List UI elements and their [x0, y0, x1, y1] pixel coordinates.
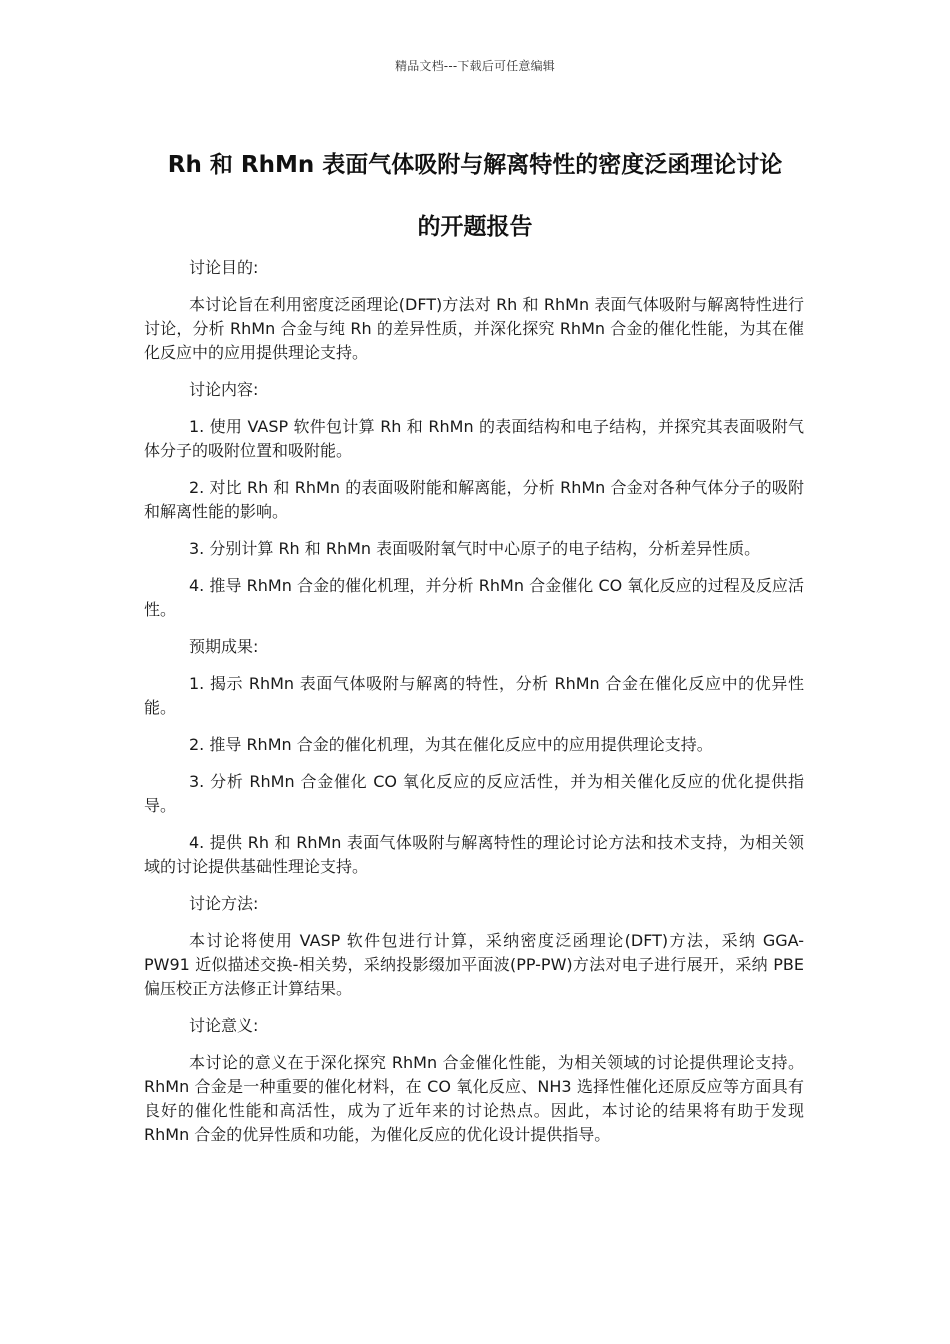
content-item: 4. 推导 RhMn 合金的催化机理，并分析 RhMn 合金催化 CO 氧化反应的过程及反应活性。	[144, 576, 804, 619]
content-item: 1. 使用 VASP 软件包计算 Rh 和 RhMn 的表面结构和电子结构，并探究其表面吸附气体分子的吸附位置和吸附能。	[144, 417, 804, 460]
results-item: 1. 揭示 RhMn 表面气体吸附与解离的特性，分析 RhMn 合金在催化反应中的优异性能。	[144, 674, 804, 717]
title-line-2: 的开题报告	[417, 214, 533, 240]
results-item: 4. 提供 Rh 和 RhMn 表面气体吸附与解离特性的理论讨论方法和技术支持，为相关领域的讨论提供基础性理论支持。	[144, 833, 804, 876]
content-item: 3. 分别计算 Rh 和 RhMn 表面吸附氧气时中心原子的电子结构，分析差异性质。	[189, 539, 761, 558]
document-body	[144, 256, 804, 1160]
purpose-heading: 讨论目的:	[189, 258, 259, 277]
results-item: 2. 推导 RhMn 合金的催化机理，为其在催化反应中的应用提供理论支持。	[189, 735, 713, 754]
method-heading: 讨论方法:	[189, 894, 259, 913]
document-title	[140, 134, 810, 258]
method-paragraph: 本讨论将使用 VASP 软件包进行计算，采纳密度泛函理论(DFT)方法，采纳 GGA-PW91 近似描述交换-相关势，采纳投影缀加平面波(PP-PW)方法对电子进行展开，采纳 PBE 偏压校正方法修正计算结果。	[144, 931, 804, 998]
header-note: 精品文档---下载后可任意编辑	[395, 59, 555, 73]
content-heading: 讨论内容:	[189, 380, 259, 399]
results-item: 3. 分析 RhMn 合金催化 CO 氧化反应的反应活性，并为相关催化反应的优化提供指导。	[144, 772, 804, 815]
content-item: 2. 对比 Rh 和 RhMn 的表面吸附能和解离能，分析 RhMn 合金对各种气体分子的吸附和解离性能的影响。	[144, 478, 804, 521]
results-heading: 预期成果:	[189, 637, 259, 656]
purpose-paragraph: 本讨论旨在利用密度泛函理论(DFT)方法对 Rh 和 RhMn 表面气体吸附与解离特性进行讨论，分析 RhMn 合金与纯 Rh 的差异性质，并深化探究 RhMn 合金的催化性能，为其在催化反应中的应用提供理论支持。	[144, 295, 804, 362]
significance-paragraph: 本讨论的意义在于深化探究 RhMn 合金催化性能，为相关领域的讨论提供理论支持。RhMn 合金是一种重要的催化材料，在 CO 氧化反应、NH3 选择性催化还原反应等方面具有良好的催化性能和高活性，成为了近年来的讨论热点。因此，本讨论的结果将有助于发现 RhMn 合金的优异性质和功能，为催化反应的优化设计提供指导。	[144, 1053, 804, 1144]
title-line-1: Rh 和 RhMn 表面气体吸附与解离特性的密度泛函理论讨论	[167, 152, 783, 178]
significance-heading: 讨论意义:	[189, 1016, 259, 1035]
